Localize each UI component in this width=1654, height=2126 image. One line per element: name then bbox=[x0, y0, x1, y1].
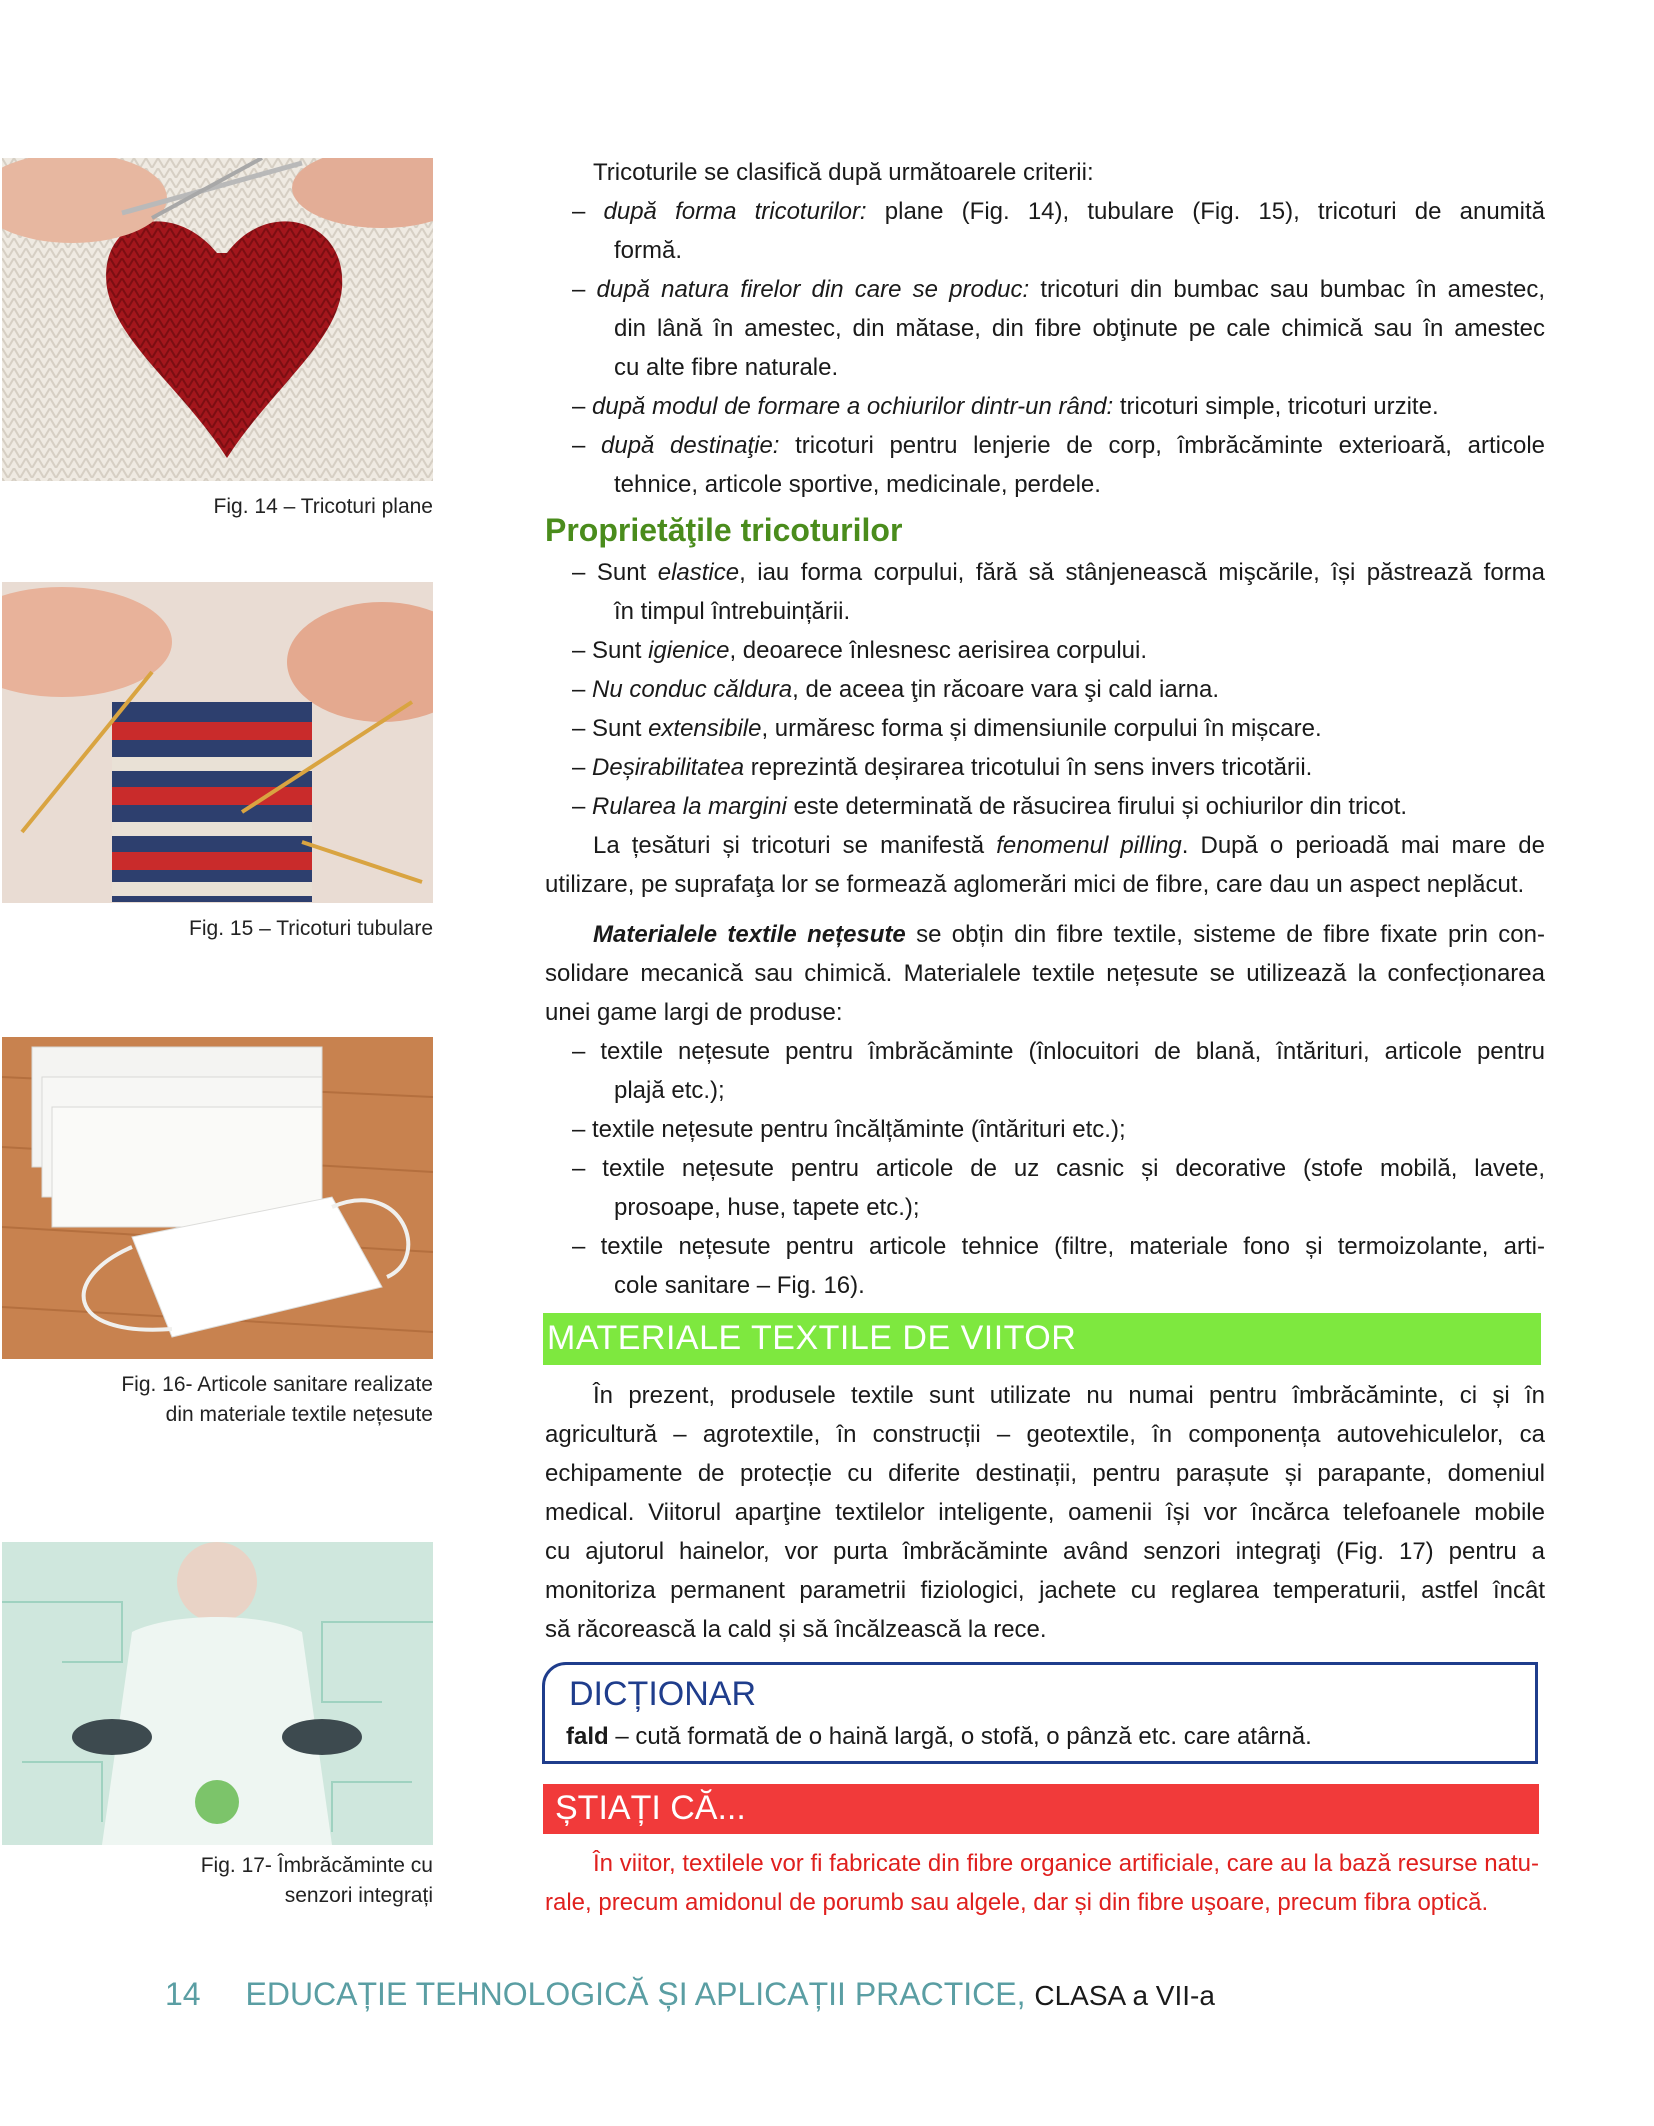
pilling-text: La țesături și tricoturi se manifestă bbox=[593, 832, 997, 859]
list-item-continuation: tehnice, articole sportive, medicinale, perdele. bbox=[614, 471, 1101, 498]
paragraph-line: echipamente de protecție cu diferite destinații, pentru parașute și parapante, domeniul bbox=[545, 1460, 1545, 1487]
pilling-emphasis: fenomenul pilling bbox=[996, 832, 1182, 859]
caption-line: Fig. 14 – Tricoturi plane bbox=[213, 495, 433, 518]
item-text: tricoturi simple, tricoturi urzite. bbox=[1113, 393, 1439, 420]
paragraph-line: În viitor, textilele vor fi fabricate din fibre organice artificiale, care au la bază resurse natu- bbox=[593, 1850, 1539, 1877]
book-title: EDUCAȚIE TEHNOLOGICĂ ȘI APLICAȚII PRACTICE, bbox=[245, 1976, 1026, 2012]
item-text: textile nețesute pentru încălțăminte (întărituri etc.); bbox=[592, 1116, 1126, 1143]
properties-section bbox=[545, 553, 1545, 904]
surgical-masks-photo-icon bbox=[2, 1037, 433, 1359]
knitted-heart-photo-icon bbox=[2, 158, 433, 481]
caption-line: Fig. 16- Articole sanitare realizate bbox=[121, 1373, 433, 1396]
list-item: – textile nețesute pentru îmbrăcăminte (înlocuitori de blană, întărituri, articole pentru bbox=[572, 1038, 1546, 1065]
did-you-know-text bbox=[545, 1844, 1539, 1922]
figure-14-caption bbox=[214, 492, 433, 522]
nonwoven-lead bbox=[545, 915, 1545, 954]
list-item-continuation: prosoape, huse, tapete etc.); bbox=[614, 1194, 920, 1221]
figure-17-caption bbox=[201, 1851, 433, 1911]
pilling-paragraph-line2: utilizare, pe suprafaţa lor se formează aglomerări mici de fibre, care dau un aspect neplăcut. bbox=[545, 871, 1525, 898]
item-emphasis: igienice bbox=[648, 637, 730, 664]
item-emphasis: Deșirabilitatea bbox=[592, 754, 745, 781]
caption-line: Fig. 17- Îmbrăcăminte cu bbox=[200, 1854, 433, 1877]
did-you-know-title: ȘTIAȚI CĂ... bbox=[555, 1789, 746, 1827]
dictionary-term: fald bbox=[566, 1723, 609, 1750]
future-paragraph bbox=[545, 1376, 1545, 1649]
item-emphasis: Nu conduc căldura bbox=[592, 676, 793, 703]
list-item: – după natura firelor din care se produc: tricoturi din bumbac sau bumbac în amestec, bbox=[572, 276, 1546, 303]
list-item-continuation: cu alte fibre naturale. bbox=[614, 354, 839, 381]
pilling-paragraph bbox=[545, 826, 1545, 865]
paragraph-line: cu ajutorul hainelor, vor purta îmbrăcăminte având senzori integraţi (Fig. 17) pentru a bbox=[545, 1538, 1545, 1565]
item-pre: Sunt bbox=[592, 637, 649, 664]
pilling-text-end: . După o perioadă mai mare de bbox=[1181, 832, 1545, 859]
paragraph-line: agricultură – agrotextile, în construcții – geotextile, în componența autovehiculelor, ca bbox=[545, 1421, 1545, 1448]
list-item: – Sunt extensibile, urmăresc forma și dimensiunile corpului în mișcare. bbox=[572, 715, 1322, 742]
nonwoven-section bbox=[545, 915, 1545, 1305]
dictionary-box bbox=[542, 1662, 1538, 1764]
list-item-continuation: din lână în amestec, din mătase, din fibre obţinute pe cale chimică sau în amestec bbox=[614, 315, 1545, 342]
item-emphasis: extensibile bbox=[648, 715, 762, 742]
nonwoven-term: Materialele textile nețesute bbox=[593, 921, 906, 948]
figure-16-caption bbox=[121, 1370, 433, 1430]
properties-heading: Proprietăţile tricoturilor bbox=[545, 512, 903, 548]
future-heading-bar bbox=[543, 1313, 1541, 1365]
nonwoven-lead-text: se obțin din fibre textile, sisteme de fibre fixate prin con- bbox=[905, 921, 1545, 948]
item-text: tricoturi pentru lenjerie de corp, îmbrăcăminte exterioară, articole bbox=[779, 432, 1546, 459]
item-label: după destinaţie: bbox=[601, 432, 780, 459]
item-text: , iau forma corpului, fără să stânjenească mişcările, își păstrează forma bbox=[739, 559, 1545, 586]
list-item: – Rularea la margini este determinată de răsucirea firului și ochiurilor din tricot. bbox=[572, 793, 1408, 820]
item-label: după modul de formare a ochiurilor dintr-un rând: bbox=[592, 393, 1114, 420]
classification-section bbox=[545, 153, 1545, 504]
list-item: – textile nețesute pentru încălțăminte (întărituri etc.); bbox=[572, 1116, 1126, 1143]
future-heading: MATERIALE TEXTILE DE VIITOR bbox=[547, 1319, 1077, 1357]
item-text: plane (Fig. 14), tubulare (Fig. 15), tricoturi de anumită bbox=[866, 198, 1546, 225]
page-footer bbox=[165, 1976, 1215, 2013]
nonwoven-line: unei game largi de produse: bbox=[545, 999, 843, 1026]
list-item: – după forma tricoturilor: plane (Fig. 14), tubulare (Fig. 15), tricoturi de anumită bbox=[572, 198, 1546, 225]
page-number: 14 bbox=[165, 1976, 201, 2012]
figure-16-image bbox=[2, 1037, 433, 1359]
item-emphasis: elastice bbox=[657, 559, 740, 586]
figure-17-image bbox=[2, 1542, 433, 1845]
item-text: textile nețesute pentru îmbrăcăminte (înlocuitori de blană, întărituri, articole pentru bbox=[600, 1038, 1546, 1065]
item-pre: Sunt bbox=[592, 715, 649, 742]
item-pre: Sunt bbox=[596, 559, 658, 586]
list-item: – Sunt igienice, deoarece înlesnesc aerisirea corpului. bbox=[572, 637, 1148, 664]
knitting-tube-photo-icon bbox=[2, 582, 433, 903]
dictionary-definition: – cută formată de o haină largă, o stofă, o pânză etc. care atârnă. bbox=[608, 1723, 1312, 1750]
figure-15-image bbox=[2, 582, 433, 903]
paragraph-line: În prezent, produsele textile sunt utilizate nu numai pentru îmbrăcăminte, ci și în bbox=[593, 1382, 1545, 1409]
list-item-continuation: formă. bbox=[614, 237, 683, 264]
item-emphasis: Rularea la margini bbox=[592, 793, 787, 820]
list-item-continuation: în timpul întrebuințării. bbox=[614, 598, 851, 625]
caption-line: din materiale textile nețesute bbox=[165, 1403, 433, 1426]
item-text: , urmăresc forma și dimensiunile corpului în mișcare. bbox=[761, 715, 1322, 742]
paragraph-line: să răcorească la cald și să încălzească la rece. bbox=[545, 1616, 1047, 1643]
list-item: – după modul de formare a ochiurilor dintr-un rând: tricoturi simple, tricoturi urzite. bbox=[572, 393, 1439, 420]
item-label: după forma tricoturilor: bbox=[603, 198, 867, 225]
figure-14-image bbox=[2, 158, 433, 481]
did-you-know-bar bbox=[543, 1784, 1539, 1834]
item-text: textile nețesute pentru articole de uz casnic și decorative (stofe mobilă, lavete, bbox=[602, 1155, 1546, 1182]
figure-15-caption bbox=[189, 914, 433, 944]
list-item: – după destinaţie: tricoturi pentru lenjerie de corp, îmbrăcăminte exterioară, articole bbox=[572, 432, 1546, 459]
caption-line: senzori integrați bbox=[284, 1884, 433, 1907]
dictionary-entry bbox=[566, 1723, 1312, 1751]
dictionary-title: DICȚIONAR bbox=[569, 1675, 756, 1713]
list-item: – Deșirabilitatea reprezintă deșirarea tricotului în sens invers tricotării. bbox=[572, 754, 1313, 781]
item-text: , de aceea ţin răcoare vara şi cald iarna. bbox=[792, 676, 1220, 703]
paragraph-line: medical. Viitorul aparţine textilelor inteligente, oamenii își vor încărca telefoanele mobile bbox=[545, 1499, 1545, 1526]
list-item: – Nu conduc căldura, de aceea ţin răcoare vara şi cald iarna. bbox=[572, 676, 1220, 703]
item-text: este determinată de răsucirea firului și ochiurilor din tricot. bbox=[786, 793, 1408, 820]
list-item: – textile nețesute pentru articole de uz casnic și decorative (stofe mobilă, lavete, bbox=[572, 1155, 1546, 1182]
item-text: textile nețesute pentru articole tehnice (filtre, materiale fono și termoizolante, arti- bbox=[600, 1233, 1546, 1260]
list-item: – Sunt elastice, iau forma corpului, fără să stânjenească mişcările, își păstrează forma bbox=[572, 559, 1545, 586]
paragraph-line: monitoriza permanent parametrii fiziologici, jachete cu reglarea temperaturii, astfel încât bbox=[545, 1577, 1545, 1604]
list-item-continuation: cole sanitare – Fig. 16). bbox=[614, 1272, 865, 1299]
list-item-continuation: plajă etc.); bbox=[614, 1077, 725, 1104]
item-label: după natura firelor din care se produc: bbox=[596, 276, 1030, 303]
smart-clothing-photo-icon bbox=[2, 1542, 433, 1845]
classification-intro: Tricoturile se clasifică după următoarele criterii: bbox=[593, 159, 1094, 186]
nonwoven-line: solidare mecanică sau chimică. Materialele textile nețesute se utilizează la confecționarea bbox=[545, 960, 1545, 987]
caption-line: Fig. 15 – Tricoturi tubulare bbox=[189, 917, 433, 940]
list-item: – textile nețesute pentru articole tehnice (filtre, materiale fono și termoizolante, arti- bbox=[572, 1233, 1546, 1260]
item-text: , deoarece înlesnesc aerisirea corpului. bbox=[729, 637, 1148, 664]
item-text: tricoturi din bumbac sau bumbac în amestec, bbox=[1029, 276, 1546, 303]
item-text: reprezintă deșirarea tricotului în sens invers tricotării. bbox=[744, 754, 1313, 781]
paragraph-line: rale, precum amidonul de porumb sau algele, dar și din fibre uşoare, precum fibra optică. bbox=[545, 1889, 1489, 1916]
class-label: CLASA a VII-a bbox=[1034, 1980, 1215, 2011]
